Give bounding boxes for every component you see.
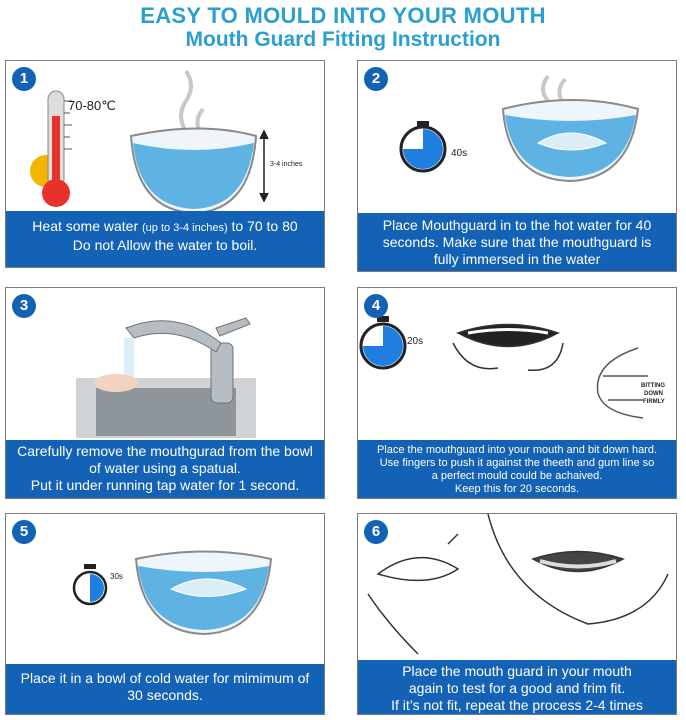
bitting-label: BITTING: [641, 383, 665, 389]
step-1-caption-b: to 70 to 80: [227, 218, 298, 234]
step-4-caption-d: Keep this for 20 seconds.: [454, 483, 580, 495]
steam-icon: [543, 76, 565, 103]
step-3-number: 3: [12, 294, 36, 318]
step-6-caption: [358, 660, 676, 714]
step-2-caption: Place Mouthguard in to the hot water for 40 seconds. Make sure that the mouthguard is fully immersed in the water: [358, 213, 676, 271]
step-4-caption-a: Place the mouthguard into your mouth and bit down hard.: [376, 444, 658, 456]
face-drawing: [488, 514, 668, 624]
step-3-caption-a: Carefully remove the mouthgurad from the bowl of water using a spatual.: [17, 443, 313, 476]
stopwatch-icon: [361, 316, 405, 368]
timer-label: 20s: [407, 336, 424, 347]
water-bowl: [131, 129, 256, 214]
step-6-caption-c: If it’s not fit, repeat the process 2-4 times: [391, 697, 643, 713]
step-4-caption-b: Use fingers to push it against the theeth and gum line so: [379, 457, 655, 469]
step-3-panel: [5, 287, 325, 499]
depth-arrow: [260, 131, 268, 201]
step-4-caption-c: a perfect mould could be achaived.: [431, 470, 603, 482]
step-1-caption-c: Do not Allow the water to boil.: [72, 237, 258, 253]
step-5-caption: Place it in a bowl of cold water for mimimum of 30 seconds.: [6, 664, 324, 714]
step-4-number: 4: [364, 294, 388, 318]
depth-label: 3-4 inches: [270, 161, 303, 168]
step-5-number: 5: [12, 520, 36, 544]
hand-mouthguard-drawing: [368, 534, 458, 654]
step-1-number: 1: [12, 67, 36, 91]
temperature-label: 70-80℃: [68, 98, 116, 113]
step-1-caption-a: Heat some water: [32, 218, 143, 234]
page-title: EASY TO MOULD INTO YOUR MOUTH: [140, 3, 546, 28]
step-6-panel: [357, 513, 677, 715]
step-3-caption: [6, 440, 324, 498]
hand-shape: [94, 374, 138, 392]
step-4-panel: [357, 287, 677, 499]
step-1-panel: [5, 60, 325, 268]
step-5-panel: [5, 513, 325, 715]
water-bowl: [503, 100, 638, 181]
page-subtitle: Mouth Guard Fitting Instruction: [185, 28, 501, 51]
step-1-caption-small: (up to 3-4 inches): [142, 222, 228, 234]
step-2-number: 2: [364, 67, 388, 91]
water-bowl: [136, 552, 271, 635]
steam-icon: [181, 71, 203, 133]
firmly-label: FIRMLY: [643, 399, 665, 405]
timer-label: 30s: [110, 572, 123, 581]
down-label: DOWN: [644, 391, 663, 397]
step-6-number: 6: [364, 520, 388, 544]
stopwatch-icon: [401, 121, 445, 171]
step-1-caption: [6, 211, 324, 267]
step-6-caption-b: again to test for a good and frim fit.: [408, 680, 626, 696]
stopwatch-icon: [74, 564, 106, 604]
step-3-caption-b: Put it under running tap water for 1 second.: [30, 477, 300, 493]
step-2-panel: [357, 60, 677, 272]
step-4-caption: [358, 440, 676, 498]
step-6-caption-a: Place the mouth guard in your mouth: [402, 663, 632, 679]
timer-label: 40s: [451, 148, 468, 159]
mouth-fingers-drawing: [453, 325, 563, 371]
